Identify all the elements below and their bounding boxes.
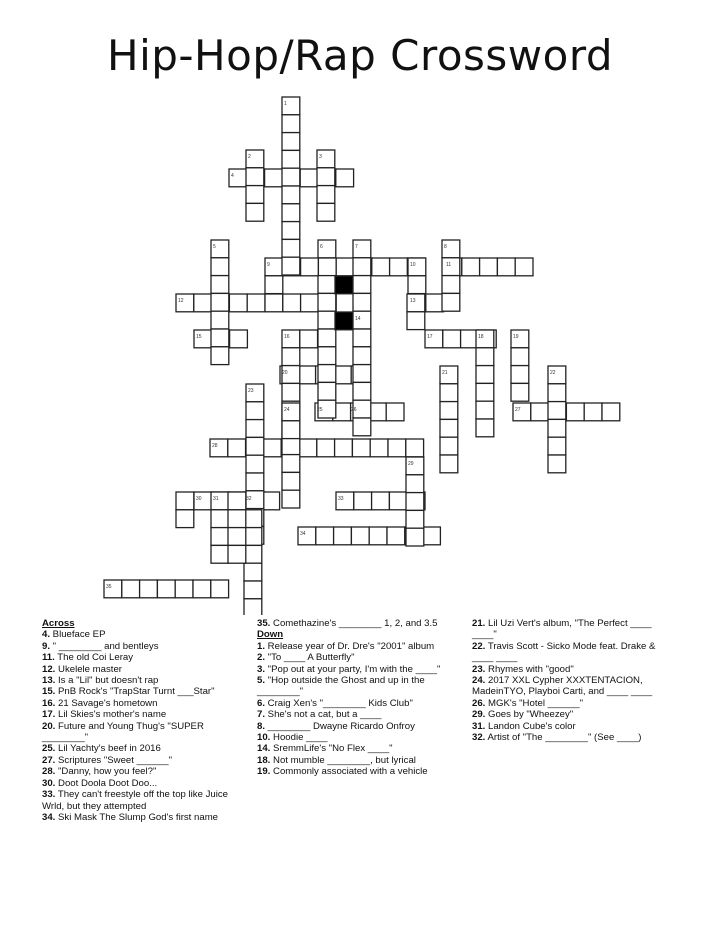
cell-number: 11 — [446, 262, 452, 268]
cell-number: 10 — [410, 262, 416, 268]
clue-number: 6. — [257, 697, 266, 709]
grid-cell[interactable] — [443, 330, 461, 348]
cell-number: 1 — [284, 101, 287, 107]
down-clue — [472, 675, 677, 698]
cell-number: 24 — [284, 407, 290, 413]
cell-number: 14 — [355, 316, 361, 322]
grid-cell[interactable] — [440, 384, 458, 402]
grid-cell[interactable] — [228, 492, 246, 510]
grid-cell[interactable] — [282, 239, 300, 257]
clue-text: Is a "Lil" but doesn't rap — [55, 675, 159, 687]
cell-number: 31 — [213, 496, 219, 502]
grid-cell[interactable] — [372, 492, 390, 510]
grid-cell[interactable] — [406, 528, 424, 546]
grid-cell[interactable] — [229, 294, 247, 312]
grid-cell[interactable] — [211, 545, 229, 563]
grid-cell[interactable] — [318, 382, 336, 400]
clue-text: Craig Xen's "________ Kids Club" — [265, 697, 413, 709]
clue-text: Scriptures "Sweet ______" — [55, 754, 173, 766]
grid-cell[interactable] — [602, 403, 620, 421]
grid-cell[interactable] — [244, 510, 262, 528]
clue-number: 11. — [42, 652, 55, 664]
clue-text: Comethazine's ________ 1, 2, and 3.5 — [270, 618, 438, 629]
grid-cell[interactable] — [442, 276, 460, 294]
grid-cell[interactable] — [244, 563, 262, 581]
clue-number: 3. — [257, 663, 266, 675]
clue-text: Artist of "The ________" (See ____) — [485, 732, 642, 744]
grid-cell[interactable] — [334, 527, 352, 545]
grid-cell[interactable] — [497, 258, 515, 276]
across-clue — [42, 778, 250, 789]
down-clue — [472, 721, 677, 732]
cell-number: 5 — [213, 244, 216, 250]
clue-number: 23. — [472, 663, 486, 675]
grid-cell[interactable] — [140, 580, 158, 598]
cell-number: 17 — [427, 334, 433, 340]
clue-text: Future and Young Thug's "SUPER ________" — [42, 720, 204, 744]
across-clue — [42, 743, 250, 754]
grid-cell[interactable] — [407, 312, 425, 330]
grid-cell[interactable] — [548, 402, 566, 420]
cell-number: 30 — [196, 496, 202, 502]
grid-cell[interactable] — [352, 439, 370, 457]
cell-number: 20 — [282, 370, 288, 376]
cell-number: 27 — [515, 407, 521, 413]
cell-number: 18 — [478, 334, 484, 340]
grid-cell[interactable] — [388, 439, 406, 457]
clue-text: Travis Scott - Sicko Mode feat. Drake & ____ ____ — [472, 640, 656, 664]
clue-number: 19. — [257, 766, 271, 778]
grid-cell[interactable] — [211, 347, 229, 365]
clue-column-3 — [472, 618, 677, 743]
grid-cell[interactable] — [318, 311, 336, 329]
grid-cell[interactable] — [228, 439, 246, 457]
grid-cell[interactable] — [353, 293, 371, 311]
clue-number: 28. — [42, 766, 56, 778]
grid-cell[interactable] — [301, 294, 319, 312]
grid-cell[interactable] — [406, 493, 424, 511]
grid-cell[interactable] — [511, 348, 529, 366]
clue-number: 13. — [42, 675, 56, 687]
clue-text: Ski Mask The Slump God's first name — [55, 811, 219, 823]
across-clue — [42, 664, 250, 675]
cell-number: 3 — [319, 154, 322, 160]
grid-cell[interactable] — [566, 403, 584, 421]
grid-cell[interactable] — [318, 329, 336, 347]
grid-cell[interactable] — [476, 366, 494, 384]
grid-cell[interactable] — [211, 510, 229, 528]
cell-number: 15 — [196, 334, 202, 340]
grid-cell[interactable] — [317, 439, 335, 457]
grid-cell[interactable] — [175, 580, 193, 598]
cell-number: 22 — [550, 370, 556, 376]
cell-number: 13 — [410, 298, 416, 304]
down-clue — [257, 721, 453, 732]
grid-cell[interactable] — [476, 419, 494, 437]
cell-number: 2 — [248, 154, 251, 160]
clue-text: Doot Doola Doot Doo... — [55, 777, 158, 789]
grid-cell[interactable] — [389, 492, 407, 510]
grid-cell[interactable] — [317, 186, 335, 204]
grid-cell[interactable] — [317, 203, 335, 221]
grid-cell[interactable] — [353, 418, 371, 436]
grid-cell[interactable] — [176, 492, 194, 510]
grid-cell[interactable] — [211, 293, 229, 311]
clue-number: 1. — [257, 640, 266, 652]
clue-column-1 — [42, 618, 250, 823]
clue-text: "Danny, how you feel?" — [55, 766, 157, 778]
clue-number: 20. — [42, 720, 56, 732]
grid-cell[interactable] — [440, 419, 458, 437]
down-clue — [472, 641, 677, 664]
grid-cell[interactable] — [244, 528, 262, 546]
grid-cell[interactable] — [318, 293, 336, 311]
grid-cell[interactable] — [476, 348, 494, 366]
grid-cell[interactable] — [440, 402, 458, 420]
clue-text: She's not a cat, but a ____ — [265, 709, 382, 721]
grid-cell[interactable] — [372, 258, 390, 276]
clue-number: 8. — [257, 720, 266, 732]
grid-cell[interactable] — [406, 439, 424, 457]
grid-cell[interactable] — [244, 545, 262, 563]
clue-text: Goes by "Wheezey" — [485, 709, 574, 721]
clue-number: 26. — [472, 697, 486, 709]
clue-number: 2. — [257, 652, 266, 664]
grid-cell[interactable] — [548, 419, 566, 437]
grid-cell[interactable] — [335, 439, 353, 457]
grid-cell[interactable] — [244, 599, 262, 615]
clue-number: 16. — [42, 697, 56, 709]
cell-number: 34 — [300, 531, 306, 537]
grid-cell[interactable] — [531, 403, 549, 421]
down-clue — [472, 664, 677, 675]
grid-cell[interactable] — [246, 203, 264, 221]
across-clue — [42, 766, 250, 777]
clue-number: 24. — [472, 675, 486, 687]
grid-cell[interactable] — [282, 421, 300, 439]
grid-cell[interactable] — [440, 437, 458, 455]
cell-number: 4 — [231, 173, 234, 179]
clue-number: 7. — [257, 709, 266, 721]
down-clue — [257, 641, 453, 652]
clue-number: 27. — [42, 754, 56, 766]
clue-number: 5. — [257, 675, 266, 687]
grid-cell[interactable] — [406, 510, 424, 528]
clue-number: 12. — [42, 663, 56, 675]
clue-text: 2017 XXL Cypher XXXTENTACION, MadeinTYO, Playboi Carti, and ____ ____ — [472, 675, 653, 698]
grid-cell[interactable] — [282, 490, 300, 508]
grid-cell[interactable] — [353, 329, 371, 347]
clue-text: "To ____ A Butterfly" — [265, 652, 355, 664]
grid-cell[interactable] — [390, 258, 408, 276]
clue-text: Lil Skies's mother's name — [55, 709, 167, 721]
cell-number: 19 — [513, 334, 519, 340]
grid-cell[interactable] — [262, 492, 280, 510]
across-clue — [257, 618, 453, 629]
clue-text: Rhymes with "good" — [485, 663, 574, 675]
down-clue — [257, 755, 453, 766]
grid-cell[interactable] — [300, 330, 318, 348]
grid-cell[interactable] — [511, 366, 529, 384]
clue-number: 31. — [472, 720, 486, 732]
grid-cell[interactable] — [462, 258, 480, 276]
puzzle-title: Hip-Hop/Rap Crossword — [106, 31, 614, 80]
clue-text: Lil Yachty's beef in 2016 — [55, 743, 161, 755]
clue-number: 9. — [42, 640, 51, 652]
clue-text: The old Coi Leray — [54, 652, 134, 664]
grid-cell[interactable] — [318, 347, 336, 365]
grid-cell[interactable] — [282, 455, 300, 473]
clue-number: 25. — [42, 743, 56, 755]
grid-cell[interactable] — [354, 492, 372, 510]
cell-number: 35 — [106, 584, 112, 590]
grid-cell[interactable] — [299, 439, 317, 457]
grid-cell[interactable] — [265, 276, 283, 294]
grid-cell[interactable] — [480, 258, 498, 276]
clue-text: PnB Rock's "TrapStar Turnt ___Star" — [55, 686, 215, 698]
clue-number: 17. — [42, 709, 56, 721]
cell-number: 16 — [284, 334, 290, 340]
clue-number: 14. — [257, 743, 271, 755]
clue-text: Ukelele master — [55, 663, 122, 675]
clue-number: 32. — [472, 732, 486, 744]
clue-text: Lil Uzi Vert's album, "The Perfect ____ ____" — [472, 618, 652, 641]
grid-cell[interactable] — [353, 347, 371, 365]
clue-number: 4. — [42, 629, 51, 641]
cell-number: 21 — [442, 370, 448, 376]
down-clue — [257, 652, 453, 663]
grid-cell[interactable] — [211, 580, 229, 598]
down-clue — [472, 709, 677, 720]
grid-cell[interactable] — [300, 169, 318, 187]
grid-cell[interactable] — [282, 186, 300, 204]
clue-text: ________ Dwayne Ricardo Onfroy — [265, 720, 415, 732]
clue-text: Commonly associated with a vehicle — [270, 766, 428, 778]
grid-cell[interactable] — [282, 383, 300, 401]
grid-cell[interactable] — [282, 257, 300, 275]
clue-text: Blueface EP — [50, 629, 106, 641]
down-clue — [257, 743, 453, 754]
across-clue — [42, 641, 250, 652]
clue-text: "Pop out at your party, I'm with the ____" — [265, 663, 441, 675]
cell-number: 25 — [317, 407, 323, 413]
clue-number: 34. — [42, 811, 56, 823]
clue-text: "Hop outside the Ghost and up in the ________" — [257, 675, 425, 698]
grid-cell[interactable] — [476, 401, 494, 419]
grid-cell[interactable] — [246, 168, 264, 186]
grid-cell[interactable] — [211, 329, 229, 347]
grid-cell[interactable] — [584, 403, 602, 421]
clue-text: MGK's "Hotel ______" — [485, 697, 584, 709]
across-clue — [42, 698, 250, 709]
grid-cell[interactable] — [157, 580, 175, 598]
clue-number: 33. — [42, 789, 56, 801]
cell-number: 32 — [246, 496, 252, 502]
clue-text: " ________ and bentleys — [50, 640, 159, 652]
grid-cell[interactable] — [228, 528, 246, 546]
grid-cell[interactable] — [301, 258, 319, 276]
grid-cell[interactable] — [317, 168, 335, 186]
grid-cell[interactable] — [353, 382, 371, 400]
down-heading: Down — [257, 629, 284, 641]
grid-cell[interactable] — [336, 258, 354, 276]
grid-cell[interactable] — [298, 366, 316, 384]
grid-cell[interactable] — [370, 439, 388, 457]
clue-number: 15. — [42, 686, 56, 698]
clue-column-2 — [257, 618, 453, 778]
grid-cell[interactable] — [282, 115, 300, 133]
across-clue — [42, 675, 250, 686]
grid-cell[interactable] — [387, 527, 405, 545]
across-clue — [42, 755, 250, 766]
down-clue — [257, 732, 453, 743]
black-cell — [335, 312, 353, 330]
cell-number: 7 — [355, 244, 358, 250]
grid-cell[interactable] — [246, 402, 264, 420]
grid-cell[interactable] — [211, 276, 229, 294]
down-clue — [472, 732, 677, 743]
grid-cell[interactable] — [247, 294, 265, 312]
across-clue — [42, 686, 250, 697]
down-clue — [472, 698, 677, 709]
grid-cell[interactable] — [353, 258, 371, 276]
across-clue — [42, 789, 250, 812]
across-heading: Across — [42, 618, 75, 629]
cell-number: 28 — [212, 443, 218, 449]
cell-number: 33 — [338, 496, 344, 502]
clue-text: SremmLife's "No Flex ____" — [270, 743, 393, 755]
clue-number: 21. — [472, 618, 486, 629]
grid-cell[interactable] — [283, 294, 301, 312]
grid-cell[interactable] — [476, 383, 494, 401]
grid-cell[interactable] — [515, 258, 533, 276]
grid-cell[interactable] — [318, 258, 336, 276]
grid-cell[interactable] — [316, 527, 334, 545]
across-clue — [42, 812, 250, 823]
grid-cell[interactable] — [282, 472, 300, 490]
grid-cell[interactable] — [442, 293, 460, 311]
grid-cell[interactable] — [122, 580, 140, 598]
grid-cell[interactable] — [318, 276, 336, 294]
clue-text: Landon Cube's color — [485, 720, 576, 732]
grid-cell[interactable] — [282, 168, 300, 186]
clue-number: 29. — [472, 709, 486, 721]
grid-cell[interactable] — [176, 510, 194, 528]
grid-cell[interactable] — [246, 455, 264, 473]
clue-text: Not mumble ________, but lyrical — [270, 754, 416, 766]
grid-cell[interactable] — [246, 437, 264, 455]
grid-cell[interactable] — [211, 258, 229, 276]
grid-cell[interactable] — [511, 383, 529, 401]
grid-cell[interactable] — [353, 365, 371, 383]
grid-cell[interactable] — [228, 545, 246, 563]
grid-cell[interactable] — [282, 133, 300, 151]
grid-cell[interactable] — [263, 439, 281, 457]
clue-text: 21 Savage's hometown — [55, 697, 158, 709]
grid-cell[interactable] — [282, 222, 300, 240]
across-clue — [42, 709, 250, 720]
grid-cell[interactable] — [211, 528, 229, 546]
grid-cell[interactable] — [369, 527, 387, 545]
grid-cell[interactable] — [244, 581, 262, 599]
clue-text: They can't freestyle off the top like Juice Wrld, but they attempted — [42, 789, 229, 812]
clue-text: Release year of Dr. Dre's "2001" album — [265, 640, 435, 652]
down-clue — [472, 618, 677, 641]
grid-cell[interactable] — [423, 527, 441, 545]
across-clue — [42, 721, 250, 744]
clue-number: 10. — [257, 732, 271, 744]
grid-cell[interactable] — [426, 294, 444, 312]
grid-cell[interactable] — [194, 294, 212, 312]
grid-cell[interactable] — [282, 204, 300, 222]
clue-number: 35. — [257, 618, 271, 629]
across-clue — [42, 652, 250, 663]
down-clue — [257, 664, 453, 675]
grid-cell[interactable] — [336, 169, 354, 187]
clue-number: 18. — [257, 754, 271, 766]
down-clue — [257, 675, 453, 698]
across-clue — [42, 629, 250, 640]
cell-number: 29 — [408, 461, 414, 467]
grid-cell[interactable] — [265, 169, 283, 187]
black-cell — [335, 276, 353, 294]
grid-cell[interactable] — [406, 475, 424, 493]
down-clue — [257, 698, 453, 709]
grid-cell[interactable] — [548, 455, 566, 473]
cell-number: 12 — [178, 298, 184, 304]
grid-cell[interactable] — [548, 384, 566, 402]
grid-cell[interactable] — [282, 348, 300, 366]
clue-number: 22. — [472, 640, 486, 652]
grid-cell[interactable] — [282, 437, 300, 455]
grid-cell[interactable] — [211, 311, 229, 329]
grid-cell[interactable] — [246, 473, 264, 491]
grid-cell[interactable] — [193, 580, 211, 598]
grid-cell[interactable] — [440, 455, 458, 473]
cell-number: 26 — [351, 407, 357, 413]
grid-cell[interactable] — [351, 527, 369, 545]
down-clue — [257, 709, 453, 720]
grid-cell[interactable] — [265, 294, 283, 312]
clue-text: Hoodie ____ — [270, 732, 328, 744]
down-clue — [257, 766, 453, 777]
grid-cell[interactable] — [230, 330, 248, 348]
clue-number: 30. — [42, 777, 56, 789]
cell-number: 8 — [444, 244, 447, 250]
grid-cell[interactable] — [386, 403, 404, 421]
grid-cell[interactable] — [228, 510, 246, 528]
grid-cell[interactable] — [548, 437, 566, 455]
grid-cell[interactable] — [246, 420, 264, 438]
grid-cell[interactable] — [408, 276, 426, 294]
grid-cell[interactable] — [353, 276, 371, 294]
grid-cell[interactable] — [318, 365, 336, 383]
cell-number: 6 — [320, 244, 323, 250]
grid-cell[interactable] — [282, 150, 300, 168]
cell-number: 9 — [267, 262, 270, 268]
grid-cell[interactable] — [246, 186, 264, 204]
cell-number: 23 — [248, 388, 254, 394]
